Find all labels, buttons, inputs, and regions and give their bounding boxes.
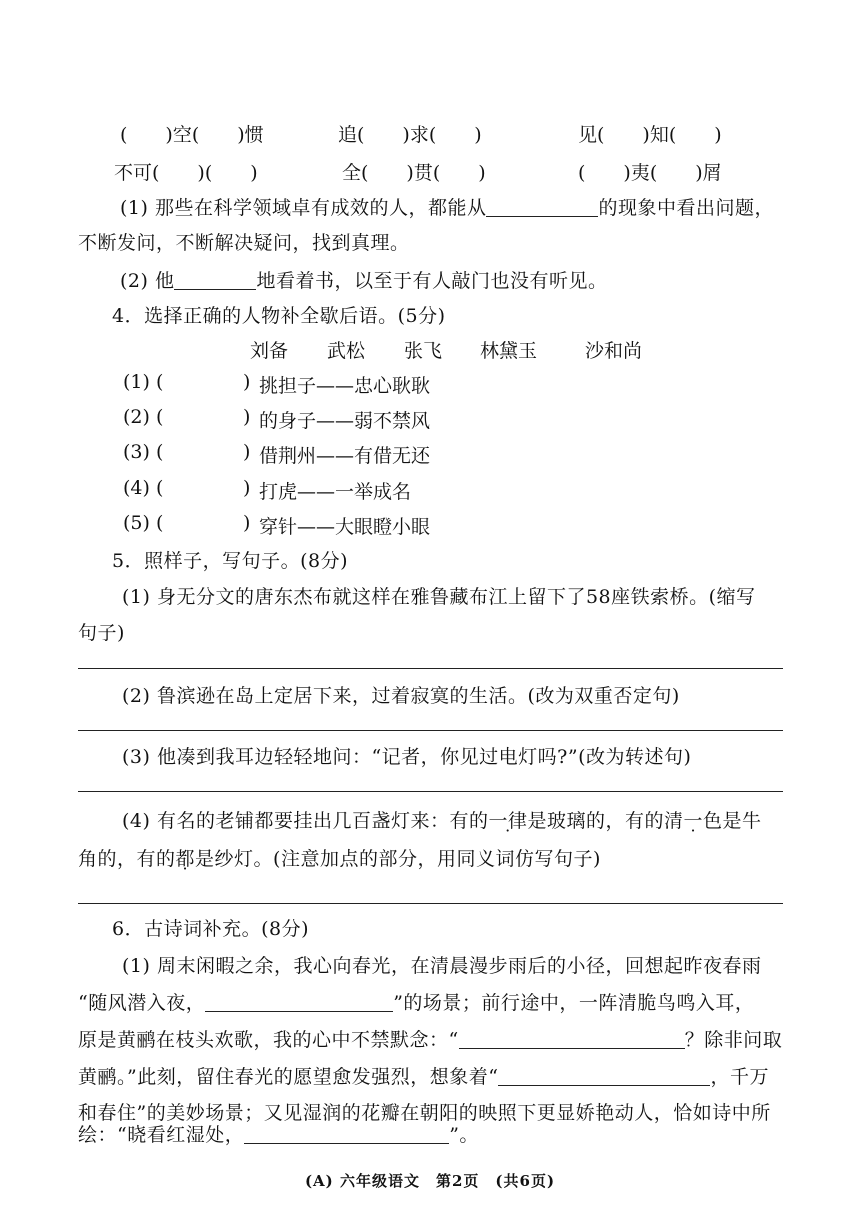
dotted-word: 清一色 bbox=[664, 810, 723, 832]
q6-line2: “随风潜入夜， ”的场景；前行途中，一阵清脆鸟鸣入耳， bbox=[78, 992, 755, 1014]
answer-line-3[interactable] bbox=[78, 791, 783, 792]
q5-s1-line2: 句子) bbox=[78, 622, 125, 644]
name-option: 张飞 bbox=[404, 340, 443, 362]
poem-blank-3[interactable] bbox=[498, 1065, 710, 1086]
poem-blank-4[interactable] bbox=[244, 1123, 449, 1144]
q3-1-blank[interactable] bbox=[486, 196, 598, 217]
idiom-5: 全( )贯( ) bbox=[342, 162, 486, 184]
idiom-4: 不可( )( ) bbox=[114, 162, 258, 184]
q6-title: 6．古诗词补充。(8分) bbox=[112, 918, 310, 940]
answer-line-4[interactable] bbox=[78, 903, 783, 904]
xhy-item-4: (4) ( ) 打虎——一举成名 bbox=[123, 477, 412, 503]
q5-title: 5．照样子，写句子。(8分) bbox=[112, 550, 349, 572]
q6-line3: 原是黄鹂在枝头欢歌，我的心中不禁默念：“ ？除非问取 bbox=[78, 1029, 783, 1051]
xhy-item-2: (2) ( ) 的身子——弱不禁风 bbox=[123, 406, 431, 432]
poem-blank-1[interactable] bbox=[205, 991, 393, 1012]
q5-s2: (2) 鲁滨逊在岛上定居下来，过着寂寞的生活。(改为双重否定句) bbox=[122, 685, 680, 707]
q4-title: 4．选择正确的人物补全歇后语。(5分) bbox=[112, 305, 446, 327]
q6-line5: 和春住”的美妙场景；又见湿润的花瓣在朝阳的映照下更显娇艳动人，恰如诗中所 bbox=[78, 1102, 771, 1124]
q3-2-line: (2) 他 地看着书，以至于有人敲门也没有听见。 bbox=[120, 270, 608, 292]
q3-1-line: (1) 那些在科学领域卓有成效的人，都能从 的现象中看出问题， bbox=[120, 197, 774, 219]
q3-1-cont: 不断发问，不断解决疑问，找到真理。 bbox=[78, 232, 410, 254]
name-option: 林黛玉 bbox=[480, 340, 538, 362]
name-option: 沙和尚 bbox=[585, 340, 643, 362]
name-option: 武松 bbox=[327, 340, 366, 362]
xhy-item-1: (1) ( ) 挑担子——忠心耿耿 bbox=[123, 371, 431, 397]
dotted-word: 一律 bbox=[488, 810, 528, 832]
q6-line4: 黄鹂。”此刻，留住春光的愿望愈发强烈，想象着“ ，千万 bbox=[78, 1066, 769, 1088]
idiom-3: 见( )知( ) bbox=[578, 124, 722, 146]
q5-s4-line1: (4) 有名的老铺都要挂出几百盏灯来：有的一律是玻璃的，有的清一色是牛 bbox=[122, 810, 762, 832]
q5-s1-line1: (1) 身无分文的唐东杰布就这样在雅鲁藏布江上留下了58座铁索桥。(缩写 bbox=[122, 586, 756, 608]
xhy-item-3: (3) ( ) 借荆州——有借无还 bbox=[123, 441, 431, 467]
q6-line1: (1) 周末闲暇之余，我心向春光，在清晨漫步雨后的小径，回想起昨夜春雨 bbox=[122, 955, 762, 977]
q5-s3: (3) 他凑到我耳边轻轻地问：“记者，你见过电灯吗?”(改为转述句) bbox=[122, 746, 692, 768]
idiom-2: 追( )求( ) bbox=[338, 124, 482, 146]
page-footer: (A) 六年级语文 第2页 (共6页) bbox=[304, 1172, 556, 1190]
xhy-item-5: (5) ( ) 穿针——大眼瞪小眼 bbox=[123, 512, 431, 538]
q6-line6: 绘：“晓看红湿处， ”。 bbox=[78, 1124, 479, 1146]
idiom-1: ( )空( )惯 bbox=[120, 124, 264, 146]
answer-line-1[interactable] bbox=[78, 668, 783, 669]
q5-s4-line2: 角的，有的都是纱灯。(注意加点的部分，用同义词仿写句子) bbox=[78, 848, 601, 870]
idiom-6: ( )夷( )屑 bbox=[578, 162, 722, 184]
dotted-word: 都 bbox=[175, 848, 196, 870]
q3-2-blank[interactable] bbox=[174, 269, 256, 290]
poem-blank-2[interactable] bbox=[459, 1028, 685, 1049]
answer-line-2[interactable] bbox=[78, 730, 783, 731]
name-option: 刘备 bbox=[250, 340, 289, 362]
